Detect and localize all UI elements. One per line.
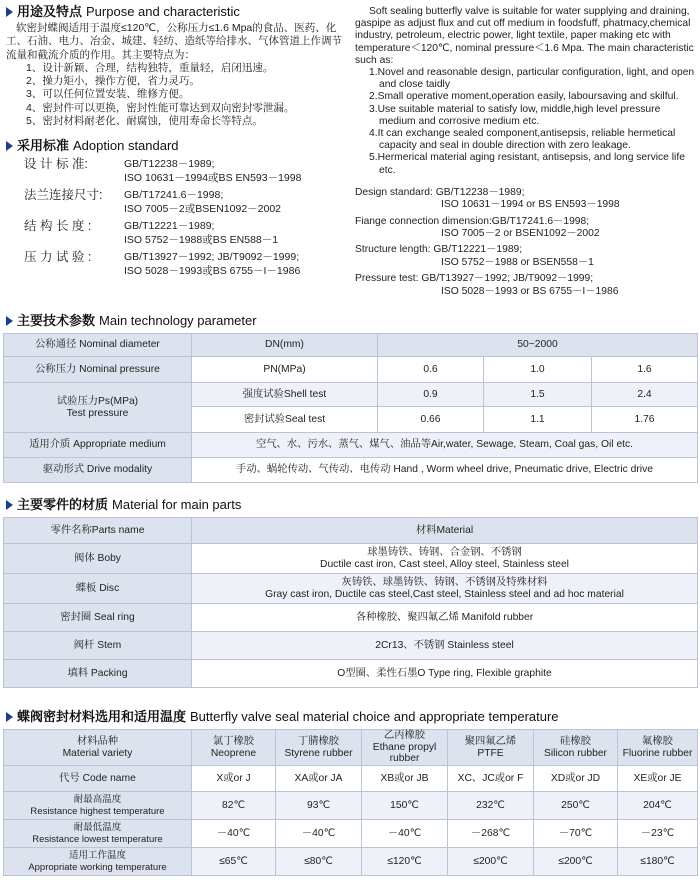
col-zh: 氟橡胶 <box>642 736 673 747</box>
material-section <box>0 497 700 688</box>
standards-en <box>355 187 695 298</box>
pn-value: 1.0 <box>484 357 592 383</box>
standard-line: GB/T13927－1992; JB/T9092－1999; <box>124 251 300 264</box>
standard-label: 结 构 长 度 : <box>24 219 92 234</box>
standard-line: ISO 10631－1994 or BS EN593－1998 <box>441 199 620 211</box>
tech-title-en: Main technology parameter <box>99 313 257 328</box>
material-header: 材料Material <box>192 518 698 544</box>
features-zh-list <box>6 62 348 128</box>
material-zh: 球墨铸铁、铸钢、合金钢、不锈钢 <box>367 547 522 558</box>
code-value: XD或or JD <box>534 766 618 792</box>
standard-item <box>24 250 348 278</box>
standard-line: Pressure test: GB/T13927－1992; JB/T9092－1999; <box>355 273 594 285</box>
high-temp-label-en: Resistance highest temperature <box>30 805 165 817</box>
tech-title-zh: 主要技术参数 <box>17 313 96 328</box>
medium-value: 空气、水、污水、蒸气、煤气、油品等Air,water, Sewage, Steam, Coal gas, Oil etc. <box>192 433 698 458</box>
code-value: XA或or JA <box>276 766 362 792</box>
working-temp: ≤80℃ <box>276 848 362 876</box>
standard-item <box>24 219 348 247</box>
purpose-intro-en: Soft sealing butterfly valve is suitable for water supplying and draining, gaspipe as adjust flux and cut off medium in foodsfuff, phatmacy,chemical industry, petroleum, electric power, light textile, paper making etc with temperature＜120℃, nominal pressure＜1.6 Mpa. The main characteristic such as: <box>355 6 694 66</box>
col-en: Ethane propyl <box>372 741 437 753</box>
part-name: 阀杆 Stem <box>4 632 192 660</box>
seal-value: 1.1 <box>484 407 592 433</box>
standard-item <box>24 188 348 216</box>
low-temp-label <box>4 820 192 848</box>
standard-line: GB/T17241.6－1998; <box>124 189 224 202</box>
left-column <box>6 4 348 278</box>
high-temp: 250℃ <box>534 792 618 820</box>
arrow-icon <box>6 316 13 326</box>
standard-values <box>124 219 348 247</box>
pn-value: 0.6 <box>378 357 484 383</box>
col-en: Styrene rubber <box>284 747 353 759</box>
test-pressure-label-zh: 试验压力Ps(MPa) <box>56 396 139 407</box>
dn-range: 50~2000 <box>378 334 698 357</box>
table-row <box>4 660 698 688</box>
list-item: 2.Small operative moment,operation easily, laboursaving and skilful. <box>369 91 679 103</box>
low-temp: －268℃ <box>448 820 534 848</box>
code-value: X或or J <box>192 766 276 792</box>
shell-value: 0.9 <box>378 383 484 407</box>
test-pressure-label <box>4 383 192 433</box>
material-column <box>448 730 534 766</box>
tech-heading <box>0 313 700 329</box>
part-name: 蝶板 Disc <box>4 574 192 604</box>
arrow-icon <box>6 7 13 17</box>
low-temp: －23℃ <box>618 820 698 848</box>
col-zh: 乙丙橡胶 <box>383 730 426 742</box>
working-temp: ≤180℃ <box>618 848 698 876</box>
seal-section <box>0 709 700 876</box>
code-value: XC、JC或or F <box>448 766 534 792</box>
col-en-2: rubber <box>389 753 420 765</box>
shell-value: 2.4 <box>592 383 698 407</box>
standards-zh <box>6 157 348 278</box>
arrow-icon <box>6 712 13 722</box>
table-row <box>4 544 698 574</box>
working-temp: ≤200℃ <box>448 848 534 876</box>
material-column <box>192 730 276 766</box>
material-heading <box>0 497 700 513</box>
purpose-title-zh: 用途及特点 <box>17 4 83 19</box>
test-pressure-label-en: Test pressure <box>66 407 129 419</box>
standard-item <box>24 157 348 185</box>
list-item: 4.It can exchange sealed component,antisepsis, reliable hermetical capacity and seal in double direction with zero leakage. <box>369 128 676 152</box>
right-column <box>355 6 695 298</box>
list-item: 4、密封件可以更换，密封性能可靠达到双向密封零泄漏。 <box>26 101 295 114</box>
low-temp-label-en: Resistance lowest temperature <box>32 833 163 845</box>
variety-header-zh: 材料品种 <box>76 736 119 747</box>
list-item: 2、操力矩小，操作方便，省力灵巧。 <box>26 75 200 88</box>
working-temp: ≤200℃ <box>534 848 618 876</box>
list-item: 5、密封材料耐老化、耐腐蚀，使用寿命长等特点。 <box>26 115 263 128</box>
standard-item <box>355 244 695 269</box>
standard-values <box>124 157 348 185</box>
material-title-zh: 主要零件的材质 <box>17 497 109 512</box>
material-table <box>3 517 698 688</box>
standard-line: ISO 5028－1993 or BS 6755－I－1986 <box>441 285 619 297</box>
high-temp: 204℃ <box>618 792 698 820</box>
col-zh: 聚四氟乙烯 <box>464 736 517 747</box>
col-en: PTFE <box>477 747 504 759</box>
standard-values <box>124 188 348 216</box>
table-row <box>4 518 698 544</box>
working-temp: ≤120℃ <box>362 848 448 876</box>
seal-title-zh: 蝶阀密封材料选用和适用温度 <box>17 709 187 724</box>
parts-header: 零件名称Parts name <box>4 518 192 544</box>
table-row <box>4 848 698 876</box>
low-temp: －40℃ <box>192 820 276 848</box>
standard-line: ISO 5752－1988 or BSEN558－1 <box>441 256 594 268</box>
col-en: Silicon rubber <box>544 747 607 759</box>
working-temp-label-zh: 适用工作温度 <box>68 850 126 861</box>
list-item: 5.Hermerical material aging resistant, antisepsis, and long service life etc. <box>369 152 685 176</box>
purpose-title-en: Purpose and characteristic <box>86 4 240 19</box>
arrow-icon <box>6 500 13 510</box>
high-temp: 93℃ <box>276 792 362 820</box>
standard-item <box>355 187 695 212</box>
arrow-icon <box>6 141 13 151</box>
part-material: O型圈、柔性石墨O Type ring, Flexible graphite <box>192 660 698 688</box>
table-row <box>4 820 698 848</box>
pn-unit: PN(MPa) <box>192 357 378 383</box>
col-zh: 氯丁橡胶 <box>212 736 255 747</box>
part-material: 2Cr13、不锈钢 Stainless steel <box>192 632 698 660</box>
material-en: Gray cast iron, Ductile cas steel,Cast steel, Stainless steel and ad hoc material <box>265 588 624 600</box>
seal-value: 1.76 <box>592 407 698 433</box>
standard-line: ISO 5752－1988或BS EN588－1 <box>124 234 279 247</box>
table-row <box>4 730 698 766</box>
drive-value: 手动、蜗轮传动、气传动、电传动 Hand , Worm wheel drive, Pneumatic drive, Electric drive <box>192 458 698 483</box>
seal-test-label: 密封试验Seal test <box>192 407 378 433</box>
table-row <box>4 574 698 604</box>
part-name: 填料 Packing <box>4 660 192 688</box>
table-row <box>4 632 698 660</box>
standard-line: ISO 7005－2 or BSEN1092－2002 <box>441 228 600 240</box>
col-en: Fluorine rubber <box>622 747 693 759</box>
part-material <box>192 574 698 604</box>
high-temp: 150℃ <box>362 792 448 820</box>
shell-test-label: 强度试验Shell test <box>192 383 378 407</box>
code-value: XB或or JB <box>362 766 448 792</box>
list-item: 1.Novel and reasonable design, particular configuration, light, and open and close taidly <box>369 67 695 91</box>
working-temp-label-en: Appropriate working temperature <box>28 861 167 873</box>
purpose-intro-zh: 软密封蝶阀适用于温度≤120℃，公称压力≤1.6 Mpa的食品、医药、化工、石油、电力、冶金、城建、轻纺、造纸等给排水、气体管道上作调节流量和截流介质的作用。其主要特点为： <box>6 22 342 61</box>
high-temp-label-zh: 耐最高温度 <box>73 794 122 805</box>
standard-label: 压 力 试 验 : <box>24 250 92 265</box>
standard-item <box>355 273 695 298</box>
low-temp: －40℃ <box>276 820 362 848</box>
material-title-en: Material for main parts <box>112 497 242 512</box>
low-temp-label-zh: 耐最低温度 <box>73 822 122 833</box>
adoption-title-en: Adoption standard <box>73 138 179 154</box>
material-column <box>362 730 448 766</box>
part-name: 阀体 Boby <box>4 544 192 574</box>
low-temp: －70℃ <box>534 820 618 848</box>
tech-table <box>3 333 698 483</box>
standard-line: ISO 7005－2或BSEN1092－2002 <box>124 203 282 216</box>
standard-line: Fiange connection dimension:GB/T17241.6－1998; <box>355 215 590 227</box>
table-row <box>4 433 698 458</box>
table-row <box>4 766 698 792</box>
standard-values <box>124 250 348 278</box>
tech-section <box>0 313 700 483</box>
high-temp: 232℃ <box>448 792 534 820</box>
working-temp-label <box>4 848 192 876</box>
high-temp-label <box>4 792 192 820</box>
medium-label: 适用介质 Appropriate medium <box>4 433 192 458</box>
standard-label: 设 计 标 准: <box>24 157 88 172</box>
variety-header <box>4 730 192 766</box>
code-label: 代号 Code name <box>4 766 192 792</box>
table-row <box>4 792 698 820</box>
table-row <box>4 458 698 483</box>
table-row <box>4 604 698 632</box>
seal-title-en: Butterfly valve seal material choice and appropriate temperature <box>190 709 559 724</box>
table-row <box>4 383 698 407</box>
table-row <box>4 357 698 383</box>
table-row <box>4 334 698 357</box>
pn-value: 1.6 <box>592 357 698 383</box>
high-temp: 82℃ <box>192 792 276 820</box>
standard-line: Design standard: GB/T12238－1989; <box>355 186 525 198</box>
standard-line: ISO 5028－1993或BS 6755－I－1986 <box>124 265 301 278</box>
adoption-title-zh: 采用标准 <box>17 138 70 154</box>
variety-header-en: Material variety <box>62 747 133 759</box>
nominal-diameter-label: 公称通径 Nominal diameter <box>4 334 192 357</box>
seal-table <box>3 729 698 876</box>
working-temp: ≤65℃ <box>192 848 276 876</box>
standard-item <box>355 216 695 241</box>
shell-value: 1.5 <box>484 383 592 407</box>
material-zh: 灰铸铁、球墨铸铁、铸钢、不锈钢及特殊材料 <box>341 577 548 588</box>
list-item: 3.Use suitable material to satisfy low, middle,high level pressure medium and corrosive medium etc. <box>369 103 661 127</box>
standard-line: Structure length: GB/T12221－1989; <box>355 244 523 256</box>
code-value: XE或or JE <box>618 766 698 792</box>
col-zh: 硅橡胶 <box>560 736 591 747</box>
dn-unit: DN(mm) <box>192 334 378 357</box>
standard-line: GB/T12238－1989; <box>124 158 215 171</box>
standard-line: GB/T12221－1989; <box>124 220 215 233</box>
material-column <box>618 730 698 766</box>
part-material: 各种橡胶、聚四氟乙烯 Manifold rubber <box>192 604 698 632</box>
material-en: Ductile cast iron, Cast steel, Alloy steel, Stainless steel <box>320 558 569 570</box>
part-name: 密封圈 Seal ring <box>4 604 192 632</box>
col-zh: 丁腈橡胶 <box>297 736 340 747</box>
col-en: Neoprene <box>210 747 257 759</box>
features-en-list <box>355 67 695 177</box>
list-item: 3、可以任何位置安装、维修方便。 <box>26 88 190 101</box>
seal-value: 0.66 <box>378 407 484 433</box>
part-material <box>192 544 698 574</box>
nominal-pressure-label: 公称压力 Nominal pressure <box>4 357 192 383</box>
material-column <box>534 730 618 766</box>
standard-line: ISO 10631－1994或BS EN593－1998 <box>124 172 302 185</box>
standard-label: 法兰连接尺寸: <box>24 188 103 203</box>
intro-section <box>0 0 700 310</box>
low-temp: －40℃ <box>362 820 448 848</box>
adoption-heading <box>6 138 348 154</box>
material-column <box>276 730 362 766</box>
seal-heading <box>0 709 700 725</box>
purpose-heading <box>6 4 348 20</box>
list-item: 1、设计新颖、合理，结构独特，重量轻，启闭迅速。 <box>26 61 274 74</box>
drive-label: 驱动形式 Drive modality <box>4 458 192 483</box>
